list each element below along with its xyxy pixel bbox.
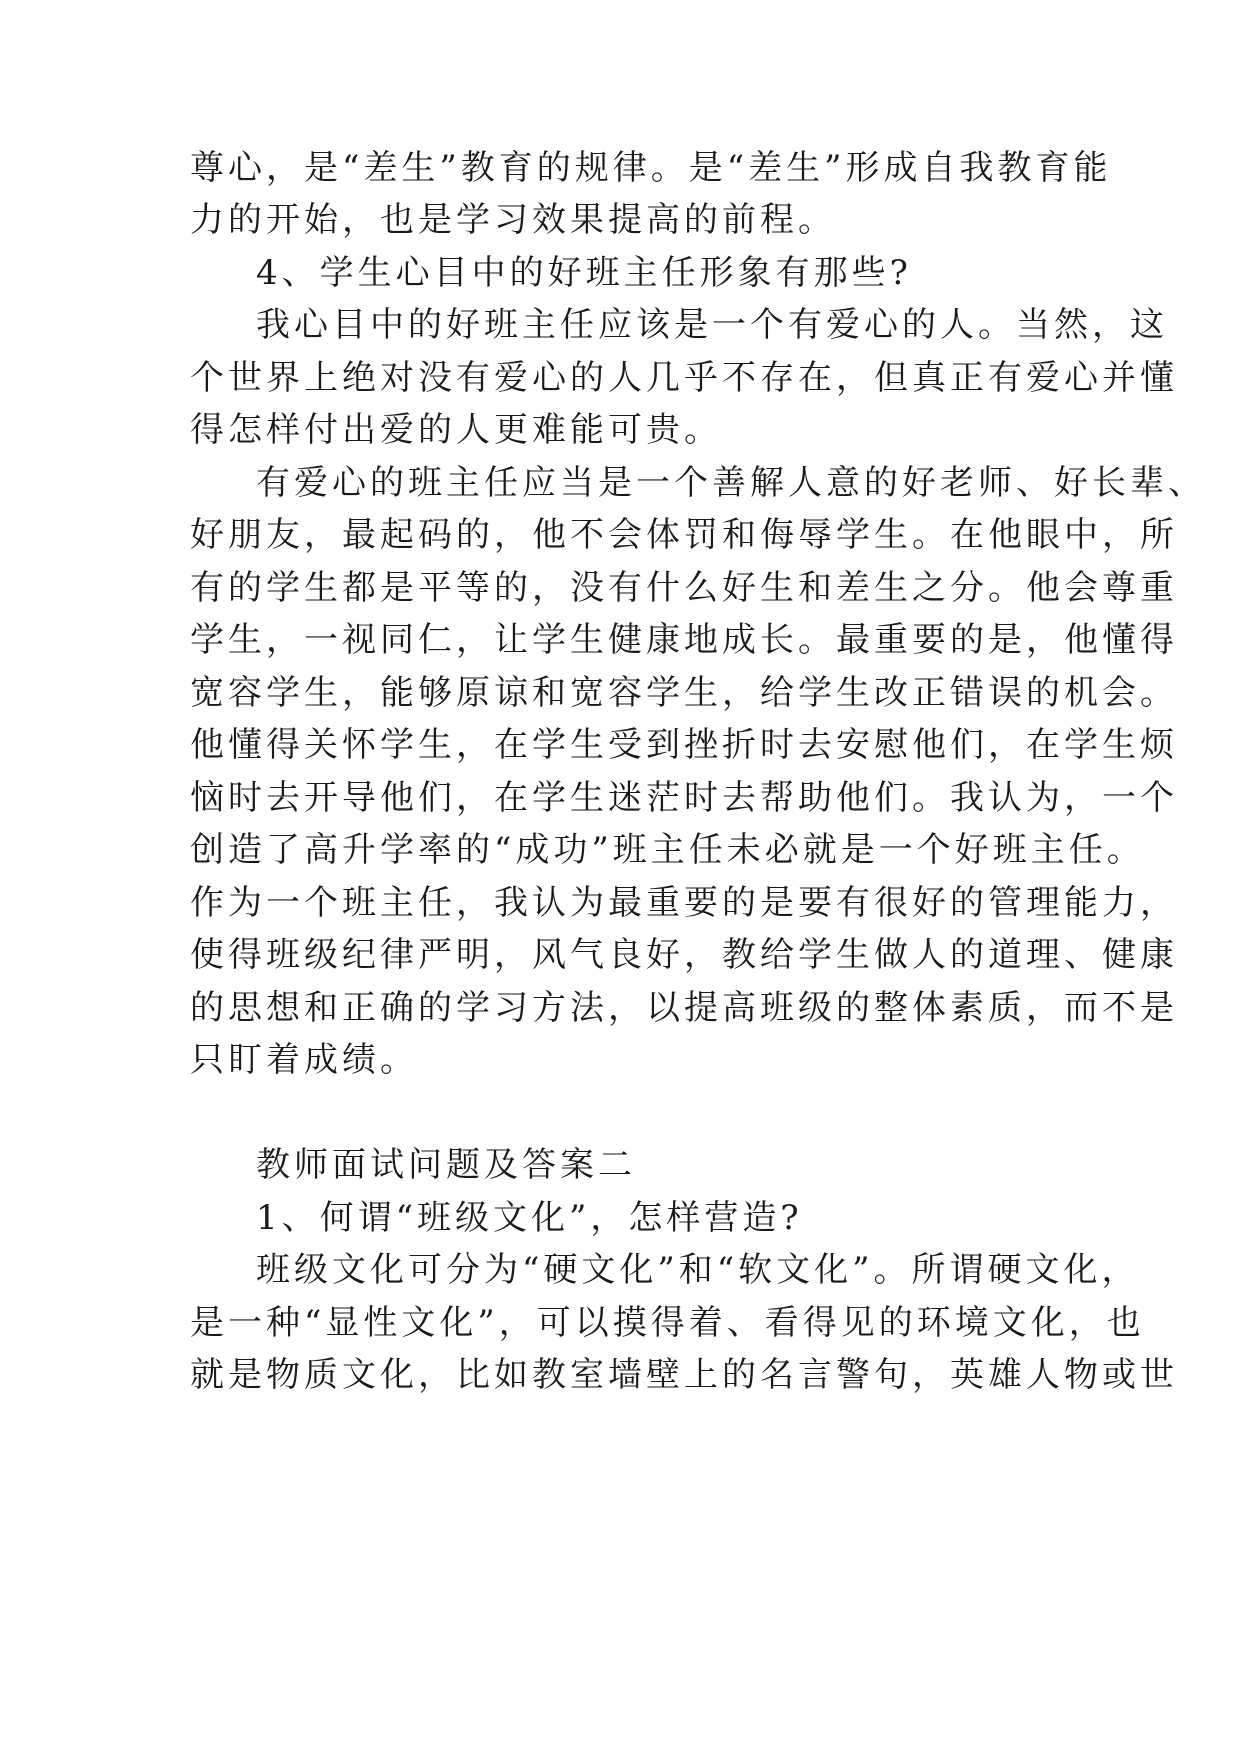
text-line: 得怎样付出爱的人更难能可贵。 xyxy=(190,410,722,450)
text-line: 有爱心的班主任应当是一个善解人意的好老师、好长辈、 xyxy=(256,463,1206,503)
text-line: 他懂得关怀学生，在学生受到挫折时去安慰他们，在学生烦 xyxy=(190,725,1178,765)
text-line: 个世界上绝对没有爱心的人几乎不存在，但真正有爱心并懂 xyxy=(190,358,1178,398)
section-title: 教师面试问题及答案二 xyxy=(256,1145,636,1185)
question-heading: 4、学生心目中的好班主任形象有那些? xyxy=(256,253,912,293)
text-line: 好朋友，最起码的，他不会体罚和侮辱学生。在他眼中，所 xyxy=(190,515,1178,555)
text-line: 我心目中的好班主任应该是一个有爱心的人。当然，这 xyxy=(256,305,1168,345)
text-line: 创造了高升学率的“成功”班主任未必就是一个好班主任。 xyxy=(190,830,1145,870)
text-line: 就是物质文化，比如教室墙壁上的名言警句，英雄人物或世 xyxy=(190,1355,1178,1395)
text-line: 使得班级纪律严明，风气良好，教给学生做人的道理、健康 xyxy=(190,935,1178,975)
text-line: 尊心，是“差生”教育的规律。是“差生”形成自我教育能 xyxy=(190,148,1112,188)
text-line: 是一种“显性文化”，可以摸得着、看得见的环境文化，也 xyxy=(190,1303,1145,1343)
text-line: 宽容学生，能够原谅和宽容学生，给学生改正错误的机会。 xyxy=(190,673,1178,713)
text-line: 班级文化可分为“硬文化”和“软文化”。所谓硬文化， xyxy=(256,1250,1140,1290)
text-line: 力的开始，也是学习效果提高的前程。 xyxy=(190,200,836,240)
text-line: 只盯着成绩。 xyxy=(190,1040,418,1080)
question-heading: 1、何谓“班级文化”，怎样营造? xyxy=(256,1198,803,1238)
text-line: 的思想和正确的学习方法，以提高班级的整体素质，而不是 xyxy=(190,988,1178,1028)
text-line: 恼时去开导他们，在学生迷茫时去帮助他们。我认为，一个 xyxy=(190,778,1178,818)
text-line: 学生，一视同仁，让学生健康地成长。最重要的是，他懂得 xyxy=(190,620,1178,660)
text-line: 作为一个班主任，我认为最重要的是要有很好的管理能力， xyxy=(190,883,1178,923)
text-line: 有的学生都是平等的，没有什么好生和差生之分。他会尊重 xyxy=(190,568,1178,608)
